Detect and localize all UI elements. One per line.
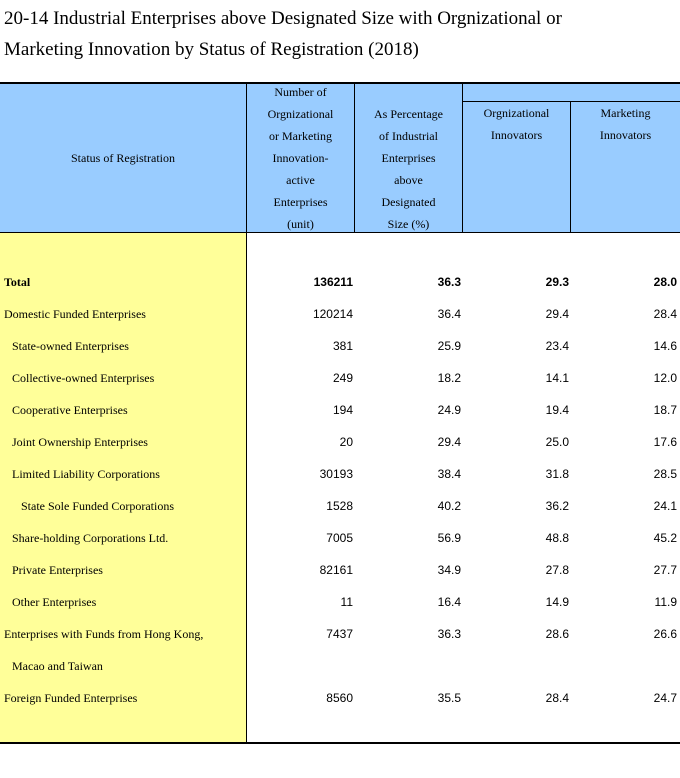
row-value-col1: 249	[332, 371, 353, 385]
row-value-col3: 29.4	[545, 307, 569, 321]
table-row	[0, 586, 680, 618]
row-value-col3: 28.4	[545, 691, 569, 705]
header-line: Orgnizational	[483, 106, 550, 120]
row-label: Share-holding Corporations Ltd.	[12, 531, 169, 545]
row-value-col1: 8560	[326, 691, 353, 705]
row-value-col2: 36.4	[437, 307, 461, 321]
row-value-col2: 35.5	[437, 691, 461, 705]
table-row	[0, 522, 680, 554]
row-label: Limited Liability Corporations	[12, 467, 160, 481]
row-value-col4: 18.7	[653, 403, 677, 417]
row-value-col3: 36.2	[545, 499, 569, 513]
row-value-col2: 16.4	[437, 595, 461, 609]
row-value-col2: 40.2	[437, 499, 461, 513]
row-value-col1: 82161	[319, 563, 353, 577]
header-marketing-innovators	[571, 101, 680, 232]
row-value-col2: 25.9	[437, 339, 461, 353]
row-value-col4: 28.5	[653, 467, 677, 481]
table-row	[0, 426, 680, 458]
row-value-col3: 14.9	[545, 595, 569, 609]
bottom-rule	[0, 742, 680, 744]
row-value-col1: 11	[340, 595, 353, 609]
row-label: State-owned Enterprises	[12, 339, 129, 353]
row-value-col4: 26.6	[653, 627, 677, 641]
row-value-col2: 24.9	[437, 403, 461, 417]
row-value-col3: 28.6	[545, 627, 569, 641]
row-value-col4: 27.7	[653, 563, 677, 577]
row-label: Foreign Funded Enterprises	[4, 691, 138, 705]
row-label: State Sole Funded Corporations	[21, 499, 174, 513]
row-value-col1: 194	[332, 403, 353, 417]
header-line: Enterprises	[381, 151, 436, 165]
row-value-col4: 11.9	[654, 595, 677, 609]
row-value-col1: 120214	[312, 307, 353, 321]
header-organizational-innovators	[463, 101, 571, 232]
table-row	[0, 618, 680, 650]
row-value-col3: 19.4	[545, 403, 569, 417]
row-value-col2: 36.3	[437, 627, 461, 641]
row-value-col4: 45.2	[653, 531, 677, 545]
row-value-col1: 30193	[319, 467, 353, 481]
table-row	[0, 682, 680, 714]
header-line: Innovators	[599, 128, 652, 142]
row-value-col1: 136211	[313, 275, 353, 289]
header-line: Orgnizational	[267, 107, 334, 121]
table-row	[0, 330, 680, 362]
row-value-col2: 56.9	[437, 531, 461, 545]
title-line-1: 20-14 Industrial Enterprises above Designated Size with Orgnizational or	[4, 8, 562, 29]
table-title	[4, 3, 676, 65]
row-value-col3: 29.3	[545, 275, 569, 289]
header-line: Enterprises	[273, 195, 328, 209]
row-value-col1: 7005	[326, 531, 353, 545]
row-value-col3: 31.8	[545, 467, 569, 481]
title-line-2: Marketing Innovation by Status of Registration (2018)	[4, 39, 419, 60]
table-row	[0, 458, 680, 490]
header-line: of Industrial	[378, 129, 438, 143]
row-value-col3: 14.1	[545, 371, 569, 385]
row-value-col2: 38.4	[437, 467, 461, 481]
header-status-of-registration	[0, 84, 247, 232]
table-row	[0, 490, 680, 522]
row-value-col3: 25.0	[545, 435, 569, 449]
header-number-of-enterprises	[247, 84, 355, 232]
row-label: Collective-owned Enterprises	[12, 371, 155, 385]
row-value-col3: 48.8	[545, 531, 569, 545]
table-row	[0, 362, 680, 394]
header-line: Marketing	[600, 106, 651, 120]
header-line: Number of	[274, 85, 327, 99]
header-line: As Percentage	[374, 107, 443, 121]
table-row	[0, 394, 680, 426]
header-line: or Marketing	[269, 129, 332, 143]
header-status-label: Status of Registration	[71, 151, 175, 165]
row-value-col4: 24.7	[653, 691, 677, 705]
row-label: Private Enterprises	[12, 563, 103, 577]
row-label: Domestic Funded Enterprises	[4, 307, 146, 321]
row-value-col4: 28.4	[653, 307, 677, 321]
header-line: active	[286, 173, 315, 187]
row-value-col1: 20	[339, 435, 353, 449]
table-row	[0, 554, 680, 586]
row-label: Cooperative Enterprises	[12, 403, 128, 417]
header-line: Designated	[381, 195, 436, 209]
header-percentage	[355, 84, 463, 232]
table-row	[0, 266, 680, 298]
row-label: Macao and Taiwan	[12, 659, 103, 673]
row-label: Enterprises with Funds from Hong Kong,	[4, 627, 204, 641]
row-value-col2: 18.2	[437, 371, 461, 385]
row-label: Total	[4, 275, 31, 289]
row-label: Other Enterprises	[12, 595, 97, 609]
row-value-col1: 1528	[326, 499, 353, 513]
header-line: Innovation-	[272, 151, 329, 165]
row-value-col4: 12.0	[653, 371, 677, 385]
row-value-col4: 28.0	[653, 275, 677, 289]
header-line: (unit)	[287, 217, 314, 231]
header-line: Innovators	[490, 128, 543, 142]
row-value-col1: 7437	[326, 627, 353, 641]
row-value-col4: 24.1	[653, 499, 677, 513]
row-label: Joint Ownership Enterprises	[12, 435, 148, 449]
row-value-col3: 23.4	[545, 339, 569, 353]
row-value-col4: 14.6	[653, 339, 677, 353]
table-header	[0, 84, 680, 233]
row-value-col2: 29.4	[437, 435, 461, 449]
row-value-col2: 36.3	[437, 275, 461, 289]
row-value-col3: 27.8	[545, 563, 569, 577]
header-line: above	[394, 173, 423, 187]
table-row	[0, 298, 680, 330]
row-value-col2: 34.9	[437, 563, 461, 577]
row-value-col4: 17.6	[653, 435, 677, 449]
row-value-col1: 381	[332, 339, 353, 353]
table-row	[0, 650, 680, 682]
header-line: Size (%)	[387, 217, 430, 231]
